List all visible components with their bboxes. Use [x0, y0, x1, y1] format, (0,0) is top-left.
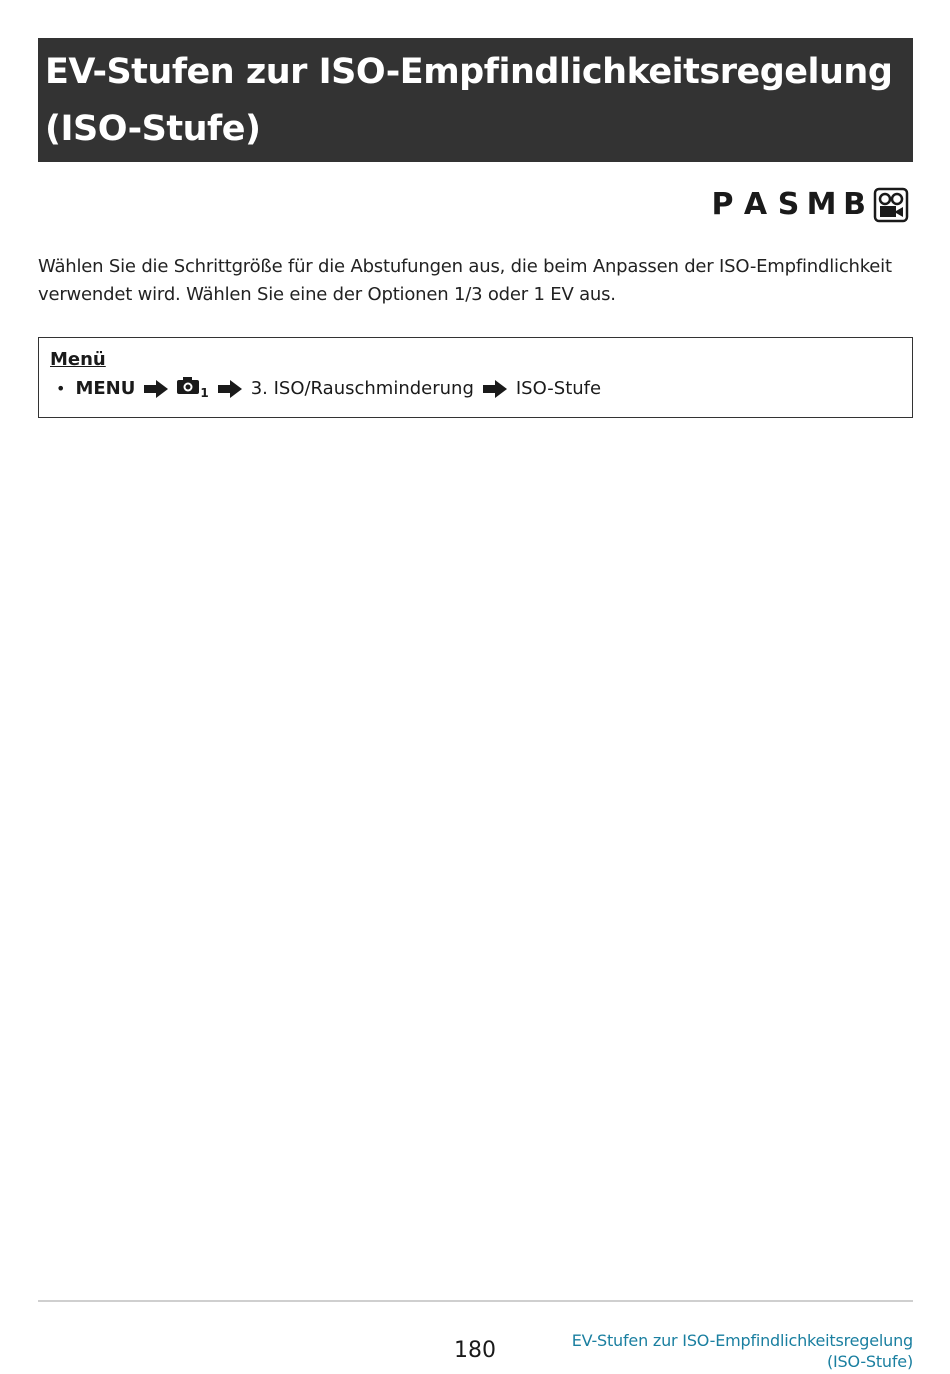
arrow-right-icon — [483, 380, 507, 398]
mode-p: P — [711, 187, 734, 222]
mode-s: S — [777, 187, 800, 222]
menu-path-box — [38, 337, 913, 418]
mode-b: B — [843, 187, 866, 222]
video-camera-icon — [872, 186, 910, 224]
footer-divider — [38, 1300, 913, 1302]
mode-a: A — [743, 187, 768, 222]
mode-m: M — [806, 187, 837, 222]
intro-line1: Wählen Sie die Schrittgröße für die Abstufungen aus, die beim Anpassen der ISO-Empfindlichkeit — [38, 256, 892, 277]
menu-root: MENU — [75, 378, 136, 399]
footer-link-line1[interactable]: EV-Stufen zur ISO-Empfindlichkeitsregelung — [571, 1331, 913, 1350]
page-title-line2: (ISO-Stufe) — [45, 109, 261, 149]
page-number: 180 — [454, 1338, 496, 1363]
camera-icon — [177, 375, 199, 403]
camera-tab-number: 1 — [200, 386, 209, 400]
arrow-right-icon — [218, 380, 242, 398]
intro-line2: verwendet wird. Wählen Sie eine der Optionen 1/3 oder 1 EV aus. — [38, 284, 616, 305]
shooting-modes — [707, 185, 910, 225]
page-title-bar — [38, 38, 913, 162]
menu-heading: Menü — [50, 349, 106, 370]
footer-link-line2[interactable]: (ISO-Stufe) — [826, 1352, 913, 1371]
intro-text — [38, 253, 913, 309]
bullet: • — [56, 379, 66, 398]
arrow-right-icon — [144, 380, 168, 398]
page-title — [45, 44, 907, 158]
menu-section: 3. ISO/Rauschminderung — [250, 378, 474, 399]
page-title-line1: EV-Stufen zur ISO-Empfindlichkeitsregelung — [45, 52, 893, 92]
camera-tab — [177, 375, 208, 403]
menu-item: ISO-Stufe — [515, 378, 602, 399]
footer-section-link[interactable] — [513, 1330, 913, 1372]
menu-path — [50, 375, 901, 403]
